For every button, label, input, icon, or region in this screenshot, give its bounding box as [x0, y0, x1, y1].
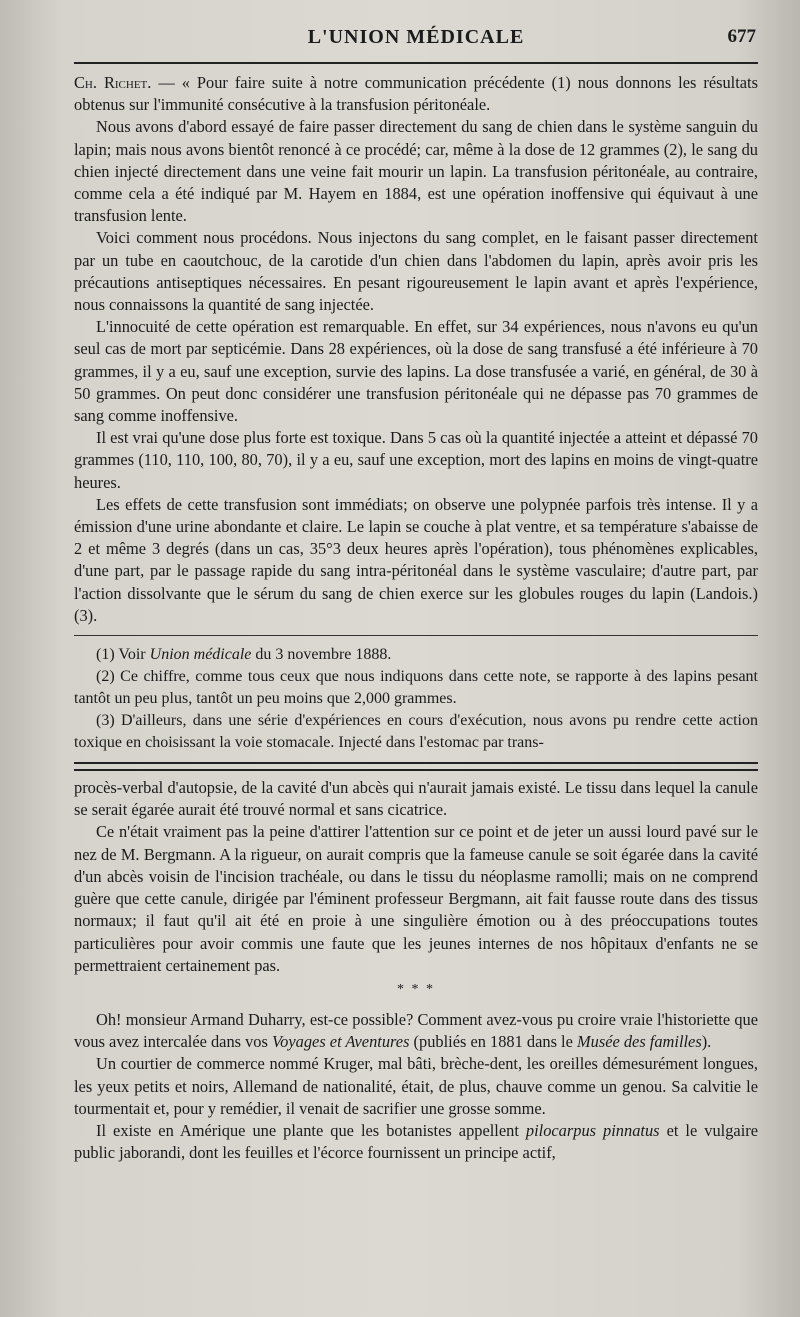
feuilleton-text: (publiés en 1881 dans le [409, 1032, 577, 1052]
article-paragraph: Nous avons d'abord essayé de faire passer directement du sang de chien dans le système sanguin du lapin; mais nous avons bientôt renoncé à ce procédé; car, même à la dose de 12 grammes (2), le sang du chien injecté directement dans une veine fait mourir un lapin. La transfusion péritonéale, au contraire, comme cela a été indiqué par M. Hayem en 1884, est une opération inoffensive qui équivaut à une transfusion lente. [74, 117, 758, 226]
feuilleton-paragraph [74, 1009, 758, 1053]
magazine-title: Musée des familles [576, 1032, 702, 1052]
feuilleton-divider [74, 762, 758, 771]
page-number: 677 [727, 26, 756, 47]
footnote-1-journal: Union médicale [149, 646, 252, 664]
feuilleton-text: Oh! monsieur Armand Duharry, est-ce possible? Comment avez-vous pu croire vraie l'historiette que vous avez intercalée dans vos [74, 1009, 758, 1052]
article-paragraph: L'innocuité de cette opération est remarquable. En effet, sur 34 expériences, nous n'avons eu qu'un seul cas de mort par septicémie. Dans 28 expériences, où la dose de sang transfusé a été inférieure à 70 grammes, il y a eu, sauf une exception, survie des lapins. La dose transfusée a varié, en général, de 30 à 50 grammes. On peut donc considérer une transfusion péritonéale qui ne dépasse pas 70 grammes de sang comme inoffensive. [74, 317, 758, 426]
feuilleton-text: et le vulgaire public jaborandi, dont les feuilles et l'écorce fournissent un principe actif, [74, 1120, 758, 1163]
feuilleton-body [74, 777, 758, 1164]
article-body [74, 72, 758, 627]
article-intro [74, 72, 758, 116]
running-title: L'UNION MÉDICALE [307, 26, 525, 48]
feuilleton-text: Il existe en Amérique une plante que les botanistes appellent [96, 1120, 526, 1140]
book-title: Voyages et Aventures [271, 1032, 410, 1052]
feuilleton-paragraph [74, 1120, 758, 1164]
footnote-1 [74, 644, 758, 666]
header-rule [74, 62, 758, 64]
feuilleton-text: ). [701, 1032, 712, 1052]
page-header [74, 18, 758, 56]
article-intro-text: — « Pour faire suite à notre communication précédente (1) nous donnons les résultats obtenus sur l'immunité consécutive à la transfusion péritonéale. [74, 73, 758, 115]
footnote-2: (2) Ce chiffre, comme tous ceux que nous indiquons dans cette note, se rapporte à des lapins pesant tantôt un peu plus, tantôt un peu moins que 2,000 grammes. [74, 668, 758, 708]
footnote-1-date: du 3 novembre 1888. [251, 646, 392, 664]
plant-name: pilocarpus pinnatus [525, 1120, 660, 1140]
footnote-1-text: (1) Voir [96, 646, 150, 664]
footnote-rule [74, 635, 758, 636]
article-paragraph: Il est vrai qu'une dose plus forte est toxique. Dans 5 cas où la quantité injectée a atteint et dépassé 70 grammes (110, 110, 100, 80, 70), il y a eu, sauf une exception, mort des lapins en moins de vingt-quatre heures. [74, 428, 758, 492]
asterism-divider: * * * [397, 981, 435, 997]
article-paragraph: Les effets de cette transfusion sont immédiats; on observe une polypnée parfois très intense. Il y a émission d'une urine abondante et claire. Le lapin se couche à plat ventre, et sa température s'abaisse de 2 et même 3 degrés (dans un cas, 35°3 deux heures après l'opération), tous phénomènes explicables, d'une part, par le passage rapide du sang intra-péritonéal dans le système vasculaire; d'autre part, par l'action dissolvante que le sérum du sang de chien exerce sur les globules rouges du lapin (Landois.) (3). [74, 494, 758, 625]
feuilleton-paragraph: Ce n'était vraiment pas la peine d'attirer l'attention sur ce point et de jeter un aussi lourd pavé sur le nez de M. Bergmann. A la rigueur, on aurait compris que la fameuse canule se soit égarée dans la cavité d'un abcès voisin de l'incision trachéale, ou dans le tissu du néoplasme ramolli; mais on ne comprend guère que cette canule, dirigée par l'éminent professeur Bergmann, ait fait fausse route dans des tissus normaux; il faut qu'il ait été en proie à une singulière émotion ou à des préoccupations toutes particulières pour avoir commis une faute que les jeunes internes de nos hôpitaux d'enfants ne se permettraient certainement pas. [74, 822, 758, 975]
feuilleton-paragraph: Un courtier de commerce nommé Kruger, mal bâti, brèche-dent, les oreilles démesurément longues, les yeux petits et noirs, Allemand de nationalité, était, de plus, chauve comme un genou. Sa calvitie le tourmentait et, pour y remédier, il venait de sacrifier une grosse somme. [74, 1054, 758, 1118]
footnote-3: (3) D'ailleurs, dans une série d'expériences en cours d'exécution, nous avons pu rendre cette action toxique en choisissant la voie stomacale. Injecté dans l'estomac par trans- [74, 712, 758, 752]
article-paragraph: Voici comment nous procédons. Nous injectons du sang complet, en le faisant passer directement par un tube en caoutchouc, de la carotide d'un chien dans l'abdomen du lapin, après avoir pris les précautions antiseptiques nécessaires. En pesant rigoureusement le lapin avant et après l'expérience, nous connaissons la quantité de sang injectée. [74, 228, 758, 315]
author-name: Ch. Richet. [74, 73, 152, 92]
footnotes [74, 644, 758, 754]
feuilleton-paragraph: procès-verbal d'autopsie, de la cavité d'un abcès qui n'aurait jamais existé. Le tissu dans lequel la canule se serait égarée aurait été trouvé normal et sans cicatrice. [74, 778, 758, 820]
